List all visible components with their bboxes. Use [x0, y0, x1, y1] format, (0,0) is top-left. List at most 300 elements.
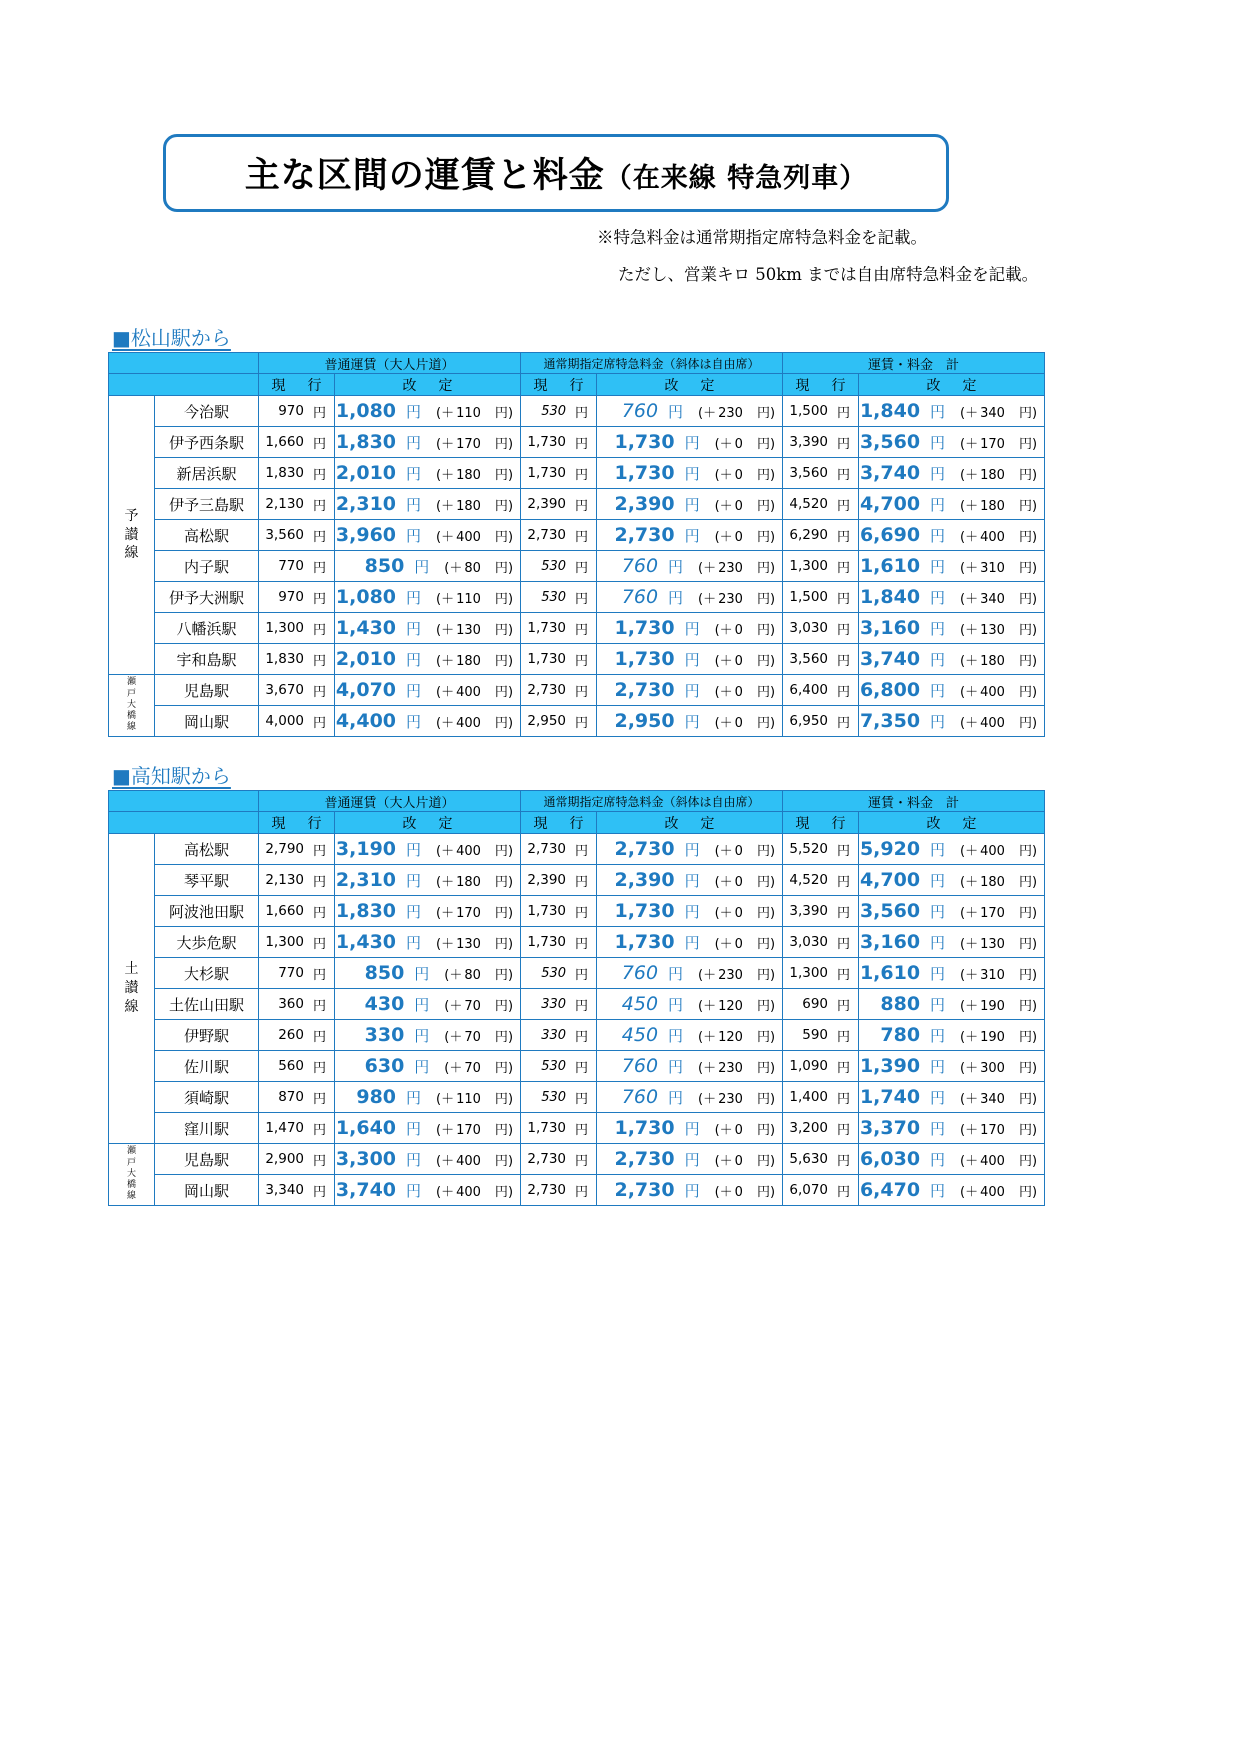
limited-express-current — [521, 520, 597, 551]
limited-express-revised-value: 2,730 — [614, 679, 675, 701]
yen-symbol: 円 — [684, 712, 700, 731]
limited-express-revised-value: 1,730 — [614, 931, 675, 953]
yen-symbol: 円 — [837, 1153, 851, 1169]
yen-symbol: 円 — [930, 681, 946, 700]
total-revised-difference: (＋ 400 円) — [960, 843, 1038, 859]
yen-symbol: 円 — [406, 495, 422, 514]
total-revised — [859, 489, 1045, 520]
line-name-label: 予 讃 線 — [109, 396, 155, 675]
station-name: 高松駅 — [155, 834, 259, 865]
limited-express-revised-difference: (＋ 0 円) — [714, 684, 776, 700]
fare-revised-difference: (＋ 400 円) — [436, 529, 514, 545]
fare-current-value: 1,300 — [265, 934, 304, 950]
fare-revised — [335, 582, 521, 613]
station-name: 伊予三島駅 — [155, 489, 259, 520]
yen-symbol: 円 — [414, 964, 430, 983]
fare-current — [259, 582, 335, 613]
fare-revised — [335, 427, 521, 458]
header-fare-revised: 改 定 — [335, 812, 521, 834]
yen-symbol: 円 — [575, 529, 589, 545]
total-revised-difference: (＋ 400 円) — [960, 715, 1038, 731]
fare-revised-value: 1,080 — [335, 586, 397, 608]
yen-symbol: 円 — [575, 560, 589, 576]
total-revised — [859, 675, 1045, 706]
limited-express-current-value: 1,730 — [527, 903, 567, 919]
limited-express-revised-difference: (＋ 0 円) — [714, 436, 776, 452]
total-revised — [859, 551, 1045, 582]
total-revised — [859, 1175, 1045, 1206]
limited-express-current — [521, 1113, 597, 1144]
fare-revised — [335, 927, 521, 958]
header-group-total: 運賃・料金 計 — [783, 353, 1045, 374]
table-row — [109, 927, 1045, 958]
fare-revised-difference: (＋ 400 円) — [436, 715, 514, 731]
fare-revised-value: 850 — [364, 962, 405, 984]
total-current — [783, 613, 859, 644]
station-name: 岡山駅 — [155, 706, 259, 737]
limited-express-revised-difference: (＋ 0 円) — [714, 622, 776, 638]
station-name: 高松駅 — [155, 520, 259, 551]
fare-current — [259, 1113, 335, 1144]
total-revised-difference: (＋ 310 円) — [960, 560, 1038, 576]
header-fare-current: 現 行 — [259, 812, 335, 834]
yen-symbol: 円 — [930, 1119, 946, 1138]
total-revised — [859, 1082, 1045, 1113]
fare-revised — [335, 1051, 521, 1082]
station-name: 阿波池田駅 — [155, 896, 259, 927]
total-current-value: 5,630 — [789, 1151, 829, 1167]
yen-symbol: 円 — [406, 1181, 422, 1200]
total-current — [783, 582, 859, 613]
total-current — [783, 958, 859, 989]
fare-revised — [335, 1144, 521, 1175]
total-revised-value: 1,390 — [859, 1055, 921, 1077]
fare-revised-value: 3,300 — [335, 1148, 397, 1170]
limited-express-revised — [597, 1051, 783, 1082]
limited-express-revised-difference: (＋ 0 円) — [714, 467, 776, 483]
yen-symbol: 円 — [575, 1060, 589, 1076]
limited-express-current-value: 2,950 — [527, 713, 567, 729]
total-current-value: 1,500 — [789, 589, 829, 605]
yen-symbol: 円 — [414, 1026, 430, 1045]
yen-symbol: 円 — [930, 1057, 946, 1076]
station-name: 八幡浜駅 — [155, 613, 259, 644]
total-current — [783, 427, 859, 458]
limited-express-revised-difference: (＋ 230 円) — [698, 1091, 776, 1107]
total-current-value: 6,290 — [789, 527, 829, 543]
limited-express-revised-value: 760 — [621, 586, 659, 608]
limited-express-revised-value: 760 — [621, 962, 659, 984]
yen-symbol: 円 — [312, 874, 326, 890]
total-current — [783, 989, 859, 1020]
header-fare-current: 現 行 — [259, 374, 335, 396]
fare-current-value: 2,790 — [265, 841, 304, 857]
station-name: 大歩危駅 — [155, 927, 259, 958]
fare-revised — [335, 489, 521, 520]
yen-symbol: 円 — [930, 1181, 946, 1200]
yen-symbol: 円 — [684, 902, 700, 921]
total-revised — [859, 1113, 1045, 1144]
limited-express-revised — [597, 706, 783, 737]
fare-revised-value: 1,430 — [335, 931, 397, 953]
total-current — [783, 706, 859, 737]
limited-express-revised — [597, 396, 783, 427]
yen-symbol: 円 — [312, 622, 326, 638]
limited-express-current-value: 530 — [541, 1089, 567, 1105]
fare-revised — [335, 551, 521, 582]
fare-revised-difference: (＋ 180 円) — [436, 498, 514, 514]
yen-symbol: 円 — [684, 681, 700, 700]
fare-revised-value: 430 — [364, 993, 405, 1015]
total-current — [783, 1020, 859, 1051]
yen-symbol: 円 — [684, 1181, 700, 1200]
limited-express-current — [521, 1020, 597, 1051]
yen-symbol: 円 — [684, 871, 700, 890]
yen-symbol: 円 — [930, 1150, 946, 1169]
yen-symbol: 円 — [837, 622, 851, 638]
yen-symbol: 円 — [575, 715, 589, 731]
yen-symbol: 円 — [312, 843, 326, 859]
header-group-total: 運賃・料金 計 — [783, 791, 1045, 812]
total-revised-value: 5,920 — [859, 838, 921, 860]
limited-express-current-value: 1,730 — [527, 434, 567, 450]
table-row — [109, 551, 1045, 582]
limited-express-revised-value: 1,730 — [614, 431, 675, 453]
fare-revised — [335, 613, 521, 644]
limited-express-current-value: 530 — [541, 558, 567, 574]
yen-symbol: 円 — [406, 619, 422, 638]
header-ltd-revised: 改 定 — [597, 374, 783, 396]
yen-symbol: 円 — [575, 905, 589, 921]
total-current-value: 6,400 — [789, 682, 829, 698]
station-name: 内子駅 — [155, 551, 259, 582]
fare-revised-value: 980 — [356, 1086, 397, 1108]
header-total-current: 現 行 — [783, 374, 859, 396]
fare-current-value: 3,670 — [265, 682, 304, 698]
fare-revised-difference: (＋ 130 円) — [436, 622, 514, 638]
fare-current — [259, 834, 335, 865]
table-row — [109, 706, 1045, 737]
fare-current — [259, 958, 335, 989]
fare-revised-value: 2,310 — [335, 869, 397, 891]
total-current — [783, 1051, 859, 1082]
limited-express-current — [521, 1144, 597, 1175]
fare-current-value: 2,900 — [265, 1151, 304, 1167]
yen-symbol: 円 — [312, 1029, 326, 1045]
yen-symbol: 円 — [406, 464, 422, 483]
total-revised-difference: (＋ 130 円) — [960, 622, 1038, 638]
fare-current — [259, 1020, 335, 1051]
header-ltd-current: 現 行 — [521, 812, 597, 834]
limited-express-revised-value: 760 — [621, 400, 659, 422]
total-revised-value: 1,840 — [859, 400, 921, 422]
yen-symbol: 円 — [930, 619, 946, 638]
station-name: 佐川駅 — [155, 1051, 259, 1082]
total-current-value: 3,390 — [789, 434, 829, 450]
header-total-current: 現 行 — [783, 812, 859, 834]
yen-symbol: 円 — [575, 498, 589, 514]
fare-current-value: 3,560 — [265, 527, 304, 543]
station-name: 須崎駅 — [155, 1082, 259, 1113]
fare-current-value: 970 — [278, 403, 304, 419]
yen-symbol: 円 — [312, 936, 326, 952]
limited-express-revised-value: 1,730 — [614, 648, 675, 670]
yen-symbol: 円 — [930, 933, 946, 952]
total-current-value: 1,500 — [789, 403, 829, 419]
total-current-value: 1,090 — [789, 1058, 829, 1074]
limited-express-revised — [597, 989, 783, 1020]
fare-current — [259, 675, 335, 706]
yen-symbol: 円 — [312, 905, 326, 921]
limited-express-revised-value: 760 — [621, 1055, 659, 1077]
yen-symbol: 円 — [406, 1088, 422, 1107]
limited-express-revised-value: 1,730 — [614, 617, 675, 639]
table-row — [109, 1051, 1045, 1082]
yen-symbol: 円 — [575, 936, 589, 952]
yen-symbol: 円 — [684, 495, 700, 514]
limited-express-current — [521, 1082, 597, 1113]
limited-express-revised-value: 2,950 — [614, 710, 675, 732]
fare-revised-value: 2,310 — [335, 493, 397, 515]
limited-express-revised-difference: (＋ 230 円) — [698, 560, 776, 576]
total-revised — [859, 989, 1045, 1020]
limited-express-revised-value: 1,730 — [614, 462, 675, 484]
yen-symbol: 円 — [930, 557, 946, 576]
yen-symbol: 円 — [930, 526, 946, 545]
limited-express-revised-difference: (＋ 230 円) — [698, 967, 776, 983]
yen-symbol: 円 — [312, 529, 326, 545]
total-revised-value: 6,800 — [859, 679, 921, 701]
fare-current-value: 3,340 — [265, 1182, 304, 1198]
limited-express-current — [521, 865, 597, 896]
total-current — [783, 675, 859, 706]
station-name: 琴平駅 — [155, 865, 259, 896]
total-current-value: 3,560 — [789, 465, 829, 481]
fare-table-kochi — [108, 790, 1045, 1206]
fare-revised-difference: (＋ 130 円) — [436, 936, 514, 952]
yen-symbol: 円 — [684, 526, 700, 545]
station-name: 児島駅 — [155, 675, 259, 706]
limited-express-current — [521, 644, 597, 675]
fare-revised-difference: (＋ 170 円) — [436, 1122, 514, 1138]
total-revised-difference: (＋ 180 円) — [960, 498, 1038, 514]
table-row — [109, 989, 1045, 1020]
yen-symbol: 円 — [930, 871, 946, 890]
fare-revised-value: 1,430 — [335, 617, 397, 639]
total-revised — [859, 520, 1045, 551]
fare-current-value: 870 — [278, 1089, 304, 1105]
yen-symbol: 円 — [575, 436, 589, 452]
yen-symbol: 円 — [837, 1184, 851, 1200]
total-current — [783, 644, 859, 675]
total-revised-value: 3,160 — [859, 617, 921, 639]
fare-revised-difference: (＋ 170 円) — [436, 436, 514, 452]
limited-express-revised — [597, 520, 783, 551]
limited-express-current — [521, 458, 597, 489]
limited-express-current — [521, 582, 597, 613]
limited-express-current-value: 530 — [541, 965, 567, 981]
fare-current — [259, 396, 335, 427]
station-name: 伊野駅 — [155, 1020, 259, 1051]
total-current — [783, 1144, 859, 1175]
limited-express-revised-value: 2,390 — [614, 493, 675, 515]
total-current — [783, 520, 859, 551]
header-fare-revised: 改 定 — [335, 374, 521, 396]
yen-symbol: 円 — [668, 1088, 684, 1107]
yen-symbol: 円 — [668, 1057, 684, 1076]
fare-revised-value: 850 — [364, 555, 405, 577]
fare-table-matsuyama-wrap — [108, 352, 1045, 737]
yen-symbol: 円 — [684, 464, 700, 483]
total-revised-value: 780 — [880, 1024, 921, 1046]
limited-express-current — [521, 551, 597, 582]
limited-express-current-value: 530 — [541, 589, 567, 605]
total-revised-difference: (＋ 190 円) — [960, 1029, 1038, 1045]
total-current-value: 6,950 — [789, 713, 829, 729]
total-revised-value: 4,700 — [859, 493, 921, 515]
table-row — [109, 1082, 1045, 1113]
fare-current-value: 1,830 — [265, 651, 304, 667]
fare-revised — [335, 520, 521, 551]
total-revised — [859, 644, 1045, 675]
fare-revised-value: 3,190 — [335, 838, 397, 860]
total-revised — [859, 1020, 1045, 1051]
fare-revised — [335, 706, 521, 737]
fare-revised — [335, 1113, 521, 1144]
limited-express-revised-difference: (＋ 230 円) — [698, 1060, 776, 1076]
yen-symbol: 円 — [837, 498, 851, 514]
fare-revised — [335, 396, 521, 427]
yen-symbol: 円 — [837, 998, 851, 1014]
limited-express-revised — [597, 551, 783, 582]
fare-revised — [335, 675, 521, 706]
yen-symbol: 円 — [684, 1119, 700, 1138]
limited-express-current — [521, 613, 597, 644]
line-name-label: 瀬 戸 大 橋 線 — [109, 1144, 155, 1206]
fare-revised-difference: (＋ 110 円) — [436, 591, 514, 607]
limited-express-revised-difference: (＋ 0 円) — [714, 936, 776, 952]
total-revised — [859, 896, 1045, 927]
fare-revised-value: 1,080 — [335, 400, 397, 422]
yen-symbol: 円 — [312, 498, 326, 514]
yen-symbol: 円 — [837, 1029, 851, 1045]
table-header — [109, 791, 1045, 834]
fare-current — [259, 520, 335, 551]
yen-symbol: 円 — [837, 560, 851, 576]
fare-revised-difference: (＋ 400 円) — [436, 1184, 514, 1200]
table-row — [109, 1020, 1045, 1051]
limited-express-revised-value: 2,730 — [614, 524, 675, 546]
total-revised-value: 3,160 — [859, 931, 921, 953]
limited-express-revised — [597, 1175, 783, 1206]
yen-symbol: 円 — [312, 653, 326, 669]
yen-symbol: 円 — [684, 933, 700, 952]
total-revised-value: 3,740 — [859, 648, 921, 670]
yen-symbol: 円 — [684, 619, 700, 638]
line-name-label: 瀬 戸 大 橋 線 — [109, 675, 155, 737]
total-revised — [859, 396, 1045, 427]
station-name: 土佐山田駅 — [155, 989, 259, 1020]
yen-symbol: 円 — [668, 964, 684, 983]
total-revised-difference: (＋ 180 円) — [960, 874, 1038, 890]
table-row — [109, 613, 1045, 644]
limited-express-revised — [597, 613, 783, 644]
station-name: 児島駅 — [155, 1144, 259, 1175]
yen-symbol: 円 — [575, 998, 589, 1014]
fare-table-kochi-wrap — [108, 790, 1045, 1206]
yen-symbol: 円 — [837, 653, 851, 669]
yen-symbol: 円 — [837, 1060, 851, 1076]
table-row — [109, 865, 1045, 896]
yen-symbol: 円 — [837, 684, 851, 700]
yen-symbol: 円 — [312, 591, 326, 607]
yen-symbol: 円 — [406, 1150, 422, 1169]
total-revised-value: 6,690 — [859, 524, 921, 546]
yen-symbol: 円 — [406, 681, 422, 700]
yen-symbol: 円 — [414, 1057, 430, 1076]
total-current-value: 1,400 — [789, 1089, 829, 1105]
section-heading-matsuyama: ■松山駅から — [112, 326, 231, 350]
fare-current — [259, 896, 335, 927]
total-revised-value: 6,030 — [859, 1148, 921, 1170]
yen-symbol: 円 — [575, 405, 589, 421]
fare-revised-value: 1,830 — [335, 431, 397, 453]
yen-symbol: 円 — [312, 405, 326, 421]
yen-symbol: 円 — [575, 967, 589, 983]
limited-express-revised-difference: (＋ 0 円) — [714, 498, 776, 514]
total-current-value: 3,200 — [789, 1120, 829, 1136]
yen-symbol: 円 — [575, 1153, 589, 1169]
note-line-1: ※特急料金は通常期指定席特急料金を記載。 — [597, 228, 927, 247]
limited-express-current — [521, 396, 597, 427]
total-revised-difference: (＋ 130 円) — [960, 936, 1038, 952]
yen-symbol: 円 — [312, 560, 326, 576]
fare-current-value: 970 — [278, 589, 304, 605]
total-current — [783, 834, 859, 865]
fare-revised-value: 2,010 — [335, 462, 397, 484]
fare-current-value: 2,130 — [265, 872, 304, 888]
total-current — [783, 896, 859, 927]
header-group-fare: 普通運賃（大人片道） — [259, 353, 521, 374]
yen-symbol: 円 — [930, 495, 946, 514]
yen-symbol: 円 — [575, 622, 589, 638]
limited-express-current-value: 330 — [541, 1027, 567, 1043]
limited-express-revised — [597, 1113, 783, 1144]
fare-revised — [335, 644, 521, 675]
total-revised-difference: (＋ 170 円) — [960, 1122, 1038, 1138]
station-name: 宇和島駅 — [155, 644, 259, 675]
yen-symbol: 円 — [406, 1119, 422, 1138]
total-revised — [859, 458, 1045, 489]
yen-symbol: 円 — [930, 964, 946, 983]
fare-revised — [335, 989, 521, 1020]
total-current — [783, 396, 859, 427]
limited-express-current-value: 1,730 — [527, 934, 567, 950]
total-current-value: 1,300 — [789, 965, 829, 981]
total-current — [783, 1082, 859, 1113]
total-revised-value: 3,370 — [859, 1117, 921, 1139]
total-revised-value: 3,560 — [859, 900, 921, 922]
header-ltd-current: 現 行 — [521, 374, 597, 396]
limited-express-current — [521, 1175, 597, 1206]
limited-express-revised-difference: (＋ 0 円) — [714, 529, 776, 545]
fare-current — [259, 1082, 335, 1113]
yen-symbol: 円 — [837, 529, 851, 545]
total-revised-difference: (＋ 170 円) — [960, 905, 1038, 921]
fare-revised — [335, 1020, 521, 1051]
yen-symbol: 円 — [837, 467, 851, 483]
yen-symbol: 円 — [575, 1029, 589, 1045]
